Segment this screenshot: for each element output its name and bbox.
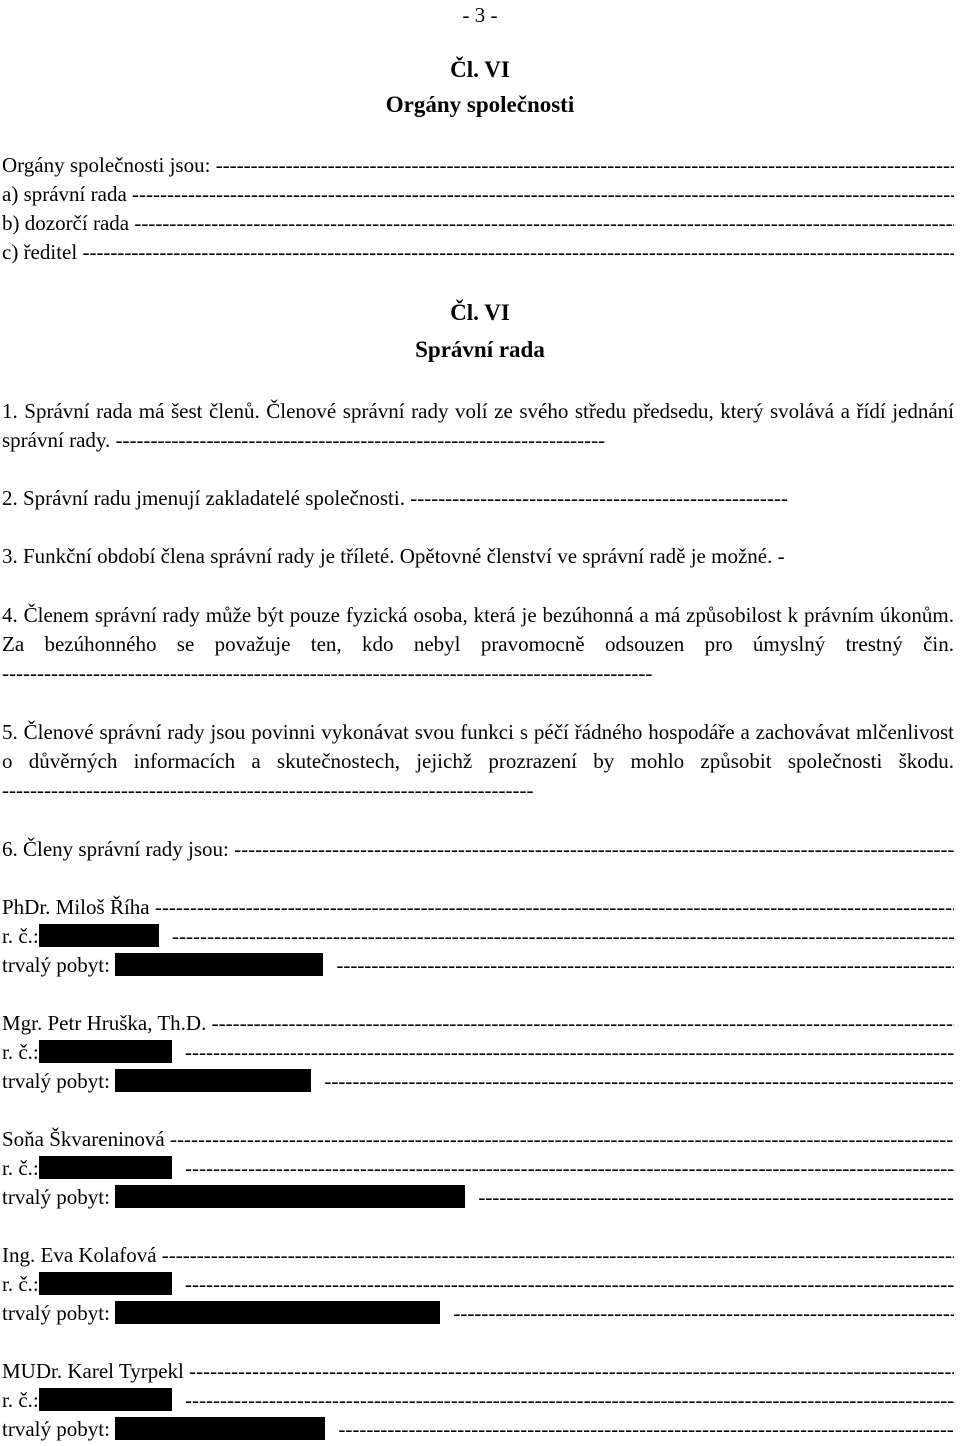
birth-number-label: r. č.:: [2, 1156, 39, 1180]
member-name: PhDr. Miloš Říha -----: [2, 893, 954, 922]
address-label: trvalý pobyt:: [2, 953, 110, 977]
organs-intro: Orgány společnosti jsou: -----: [2, 151, 954, 180]
paragraph-4-text: 4. Členem správní rady může být pouze fyzická osoba, která je bezúhonná a má způsobilost k právním úkonům. Za bezúhonného se považuje ten, kdo nebyl pravomocně odsouzen pro úmyslný trestný čin.: [2, 603, 954, 656]
birth-number-label: r. č.:: [2, 1040, 39, 1064]
redaction-block: [115, 1069, 311, 1092]
member-id-line: [2, 1270, 954, 1299]
page-number: - 3 -: [462, 3, 498, 27]
paragraph-3: 3. Funkční období člena správní rady je tříleté. Opětovné členství ve správní radě je možné. -: [2, 544, 785, 568]
member-id-line: [2, 922, 954, 951]
address-label: trvalý pobyt:: [2, 1417, 110, 1441]
address-label: trvalý pobyt:: [2, 1185, 110, 1209]
redaction-block: [115, 1417, 325, 1440]
paragraph-2: [2, 484, 954, 513]
address-label: trvalý pobyt:: [2, 1069, 110, 1093]
member-address-line: [2, 951, 954, 980]
section-heading: Čl. VI: [450, 57, 510, 82]
birth-number-label: r. č.:: [2, 1272, 39, 1296]
organ-item: a) správní rada -----: [2, 180, 954, 209]
member-name: MUDr. Karel Tyrpekl -----: [2, 1357, 954, 1386]
paragraph-4: [2, 601, 954, 688]
member-address-line: [2, 1067, 954, 1096]
member-id-line: [2, 1154, 954, 1183]
organ-item: c) ředitel -----: [2, 238, 954, 267]
organ-item: b) dozorčí rada -----: [2, 209, 954, 238]
redaction-block: [115, 1301, 440, 1324]
member-name: Ing. Eva Kolafová -----: [2, 1241, 954, 1270]
paragraph-5-text: 5. Členové správní rady jsou povinni vykonávat svou funkci s péčí řádného hospodáře a zachovávat mlčenlivost o důvěrných informacích a skutečnostech, jejichž prozrazení by mohlo způsobit společnosti škodu.: [2, 720, 954, 773]
birth-number-label: r. č.:: [2, 1388, 39, 1412]
member-address-line: [2, 1299, 954, 1328]
member-address-line: [2, 1183, 954, 1212]
member-id-line: [2, 1386, 954, 1415]
member-name: Soňa Škvareninová -----: [2, 1125, 954, 1154]
redaction-block: [39, 1156, 172, 1179]
paragraph-1-text: 1. Správní rada má šest členů. Členové správní rady volí ze svého středu předsedu, který svolává a řídí jednání správní rady.: [2, 399, 954, 452]
paragraph-2-dashes: ------------------------------------------------------: [410, 486, 788, 510]
paragraph-5: [2, 718, 954, 805]
redaction-block: [115, 1185, 465, 1208]
paragraph-4-dashes: ---------------------------------------------------------------------------------------------: [2, 661, 653, 685]
member-address-line: [2, 1415, 954, 1444]
redaction-block: [115, 953, 323, 976]
member-name: Mgr. Petr Hruška, Th.D. -----: [2, 1009, 954, 1038]
address-label: trvalý pobyt:: [2, 1301, 110, 1325]
section-title: Správní rada: [415, 337, 545, 362]
paragraph-1: [2, 397, 954, 455]
redaction-block: [39, 1388, 172, 1411]
paragraph-6: 6. Členy správní rady jsou: -----: [2, 835, 954, 864]
paragraph-5-dashes: ----------------------------------------------------------------------------: [2, 778, 534, 802]
redaction-block: [39, 924, 159, 947]
redaction-block: [39, 1272, 172, 1295]
paragraph-1-dashes: ----------------------------------------------------------------------: [115, 428, 606, 452]
section-title: Orgány společnosti: [385, 92, 575, 117]
birth-number-label: r. č.:: [2, 924, 39, 948]
paragraph-2-text: 2. Správní radu jmenují zakladatelé společnosti.: [2, 486, 405, 510]
section-heading: Čl. VI: [450, 300, 510, 325]
member-id-line: [2, 1038, 954, 1067]
redaction-block: [39, 1040, 172, 1063]
